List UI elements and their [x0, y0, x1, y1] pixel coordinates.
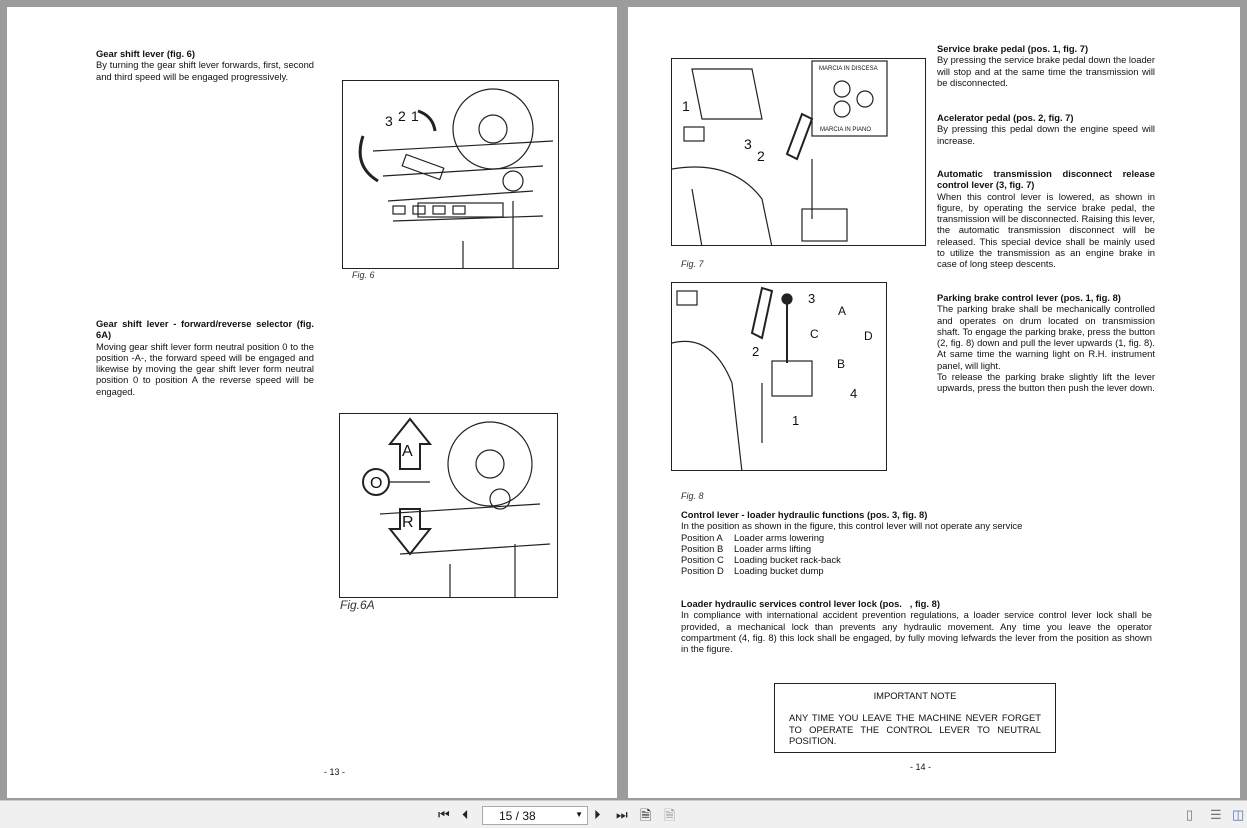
section-body: The parking brake shall be mechanically controlled and operates on drum located on transmission shaft. To engage the parking brake, press the button (2, fig. 8) down and pull the lever upwards (1, fig. 8). At same time the warning light on R.H. instrument panel, will light. [937, 303, 1155, 371]
section-body: By pressing the service brake pedal down the loader will stop and at the same time the transmission will be disconnected. [937, 54, 1155, 88]
page-indicator: 15 / 38 [499, 809, 536, 823]
section-body: Moving gear shift lever form neutral position 0 to the position -A-, the forward speed will be engaged and likewise by moving the gear shift lever form neutral position 0 to position A the reverse speed will be engaged. [96, 340, 314, 397]
position-desc: Loading bucket dump [734, 565, 824, 577]
figure-caption: Fig.6A [340, 598, 375, 612]
figure-caption: Fig. 6 [352, 270, 375, 280]
two-page-view-icon[interactable]: ◫ [1232, 807, 1245, 822]
fig8-label: A [838, 304, 847, 318]
section-body: In compliance with international accident prevention regulations, a loader service control lever lock shall be provided, a mechanical lock than prevents any hydraulic movement. Any time you leave the operator compartment (4, fig. 8) this lock shall be engaged, by fully moving lefwards the lever from the position as shown in the figure. [681, 609, 1152, 655]
page-number-input[interactable] [482, 806, 588, 825]
fig6a-label: R [402, 514, 414, 531]
continuous-view-icon[interactable]: ☰ [1210, 807, 1222, 822]
section-title: Control lever - loader hydraulic functions (pos. 3, fig. 8) [681, 509, 928, 520]
position-row [681, 532, 1151, 543]
chevron-down-icon[interactable]: ▼ [575, 810, 583, 819]
page-number: - 13 - [324, 767, 346, 777]
section-title: Automatic transmission disconnect release control lever (3, fig. 7) [937, 168, 1155, 191]
viewer-toolbar [0, 800, 1247, 828]
fig7-label: MARCIA IN PIANO [820, 127, 872, 133]
fig8-label: 3 [808, 291, 816, 306]
position-desc: Loader arms lifting [734, 542, 812, 554]
next-page-icon[interactable]: ⏵ [594, 807, 601, 822]
auto-transmission-section [937, 168, 1155, 270]
lever-lock-section [681, 598, 1152, 654]
previous-page-icon[interactable]: ⏴ [462, 807, 469, 822]
figure-6a [339, 413, 558, 598]
accelerator-section [937, 112, 1155, 146]
go-forward-icon[interactable]: 🗎 [664, 807, 676, 823]
control-lever-section [681, 509, 1151, 577]
section-title: Parking brake control lever (pos. 1, fig. 8) [937, 292, 1121, 303]
fig7-label: MARCIA IN DISCESA [819, 66, 878, 72]
position-label: Position A [681, 531, 723, 543]
parking-brake-section [937, 292, 1155, 394]
fig8-label: 1 [792, 413, 800, 428]
note-body: ANY TIME YOU LEAVE THE MACHINE NEVER FORGET TO OPERATE THE CONTROL LEVER TO NEUTRAL POSITION. [789, 712, 1041, 746]
fig6-label: 3 [385, 113, 393, 129]
fig6-label: 1 [411, 108, 419, 124]
figure-6 [342, 80, 559, 269]
section-body: By pressing this pedal down the engine speed will increase. [937, 123, 1155, 146]
position-desc: Loader arms lowering [734, 531, 825, 543]
fig6-label: 2 [398, 108, 406, 124]
fig6a-label: O [370, 475, 383, 492]
position-label: Position D [681, 565, 724, 577]
section-title: Gear shift lever (fig. 6) [96, 48, 195, 59]
figure-8 [671, 282, 887, 471]
important-note [774, 683, 1056, 753]
position-row [681, 543, 1151, 554]
section-body: To release the parking brake slightly lift the lever upwards, press the button then push the lever down. [937, 371, 1155, 394]
section-title: Loader hydraulic services control lever lock (pos. , fig. 8) [681, 598, 940, 609]
page-number: - 14 - [910, 762, 932, 772]
first-page-icon[interactable]: ⏮ [438, 807, 450, 822]
position-row [681, 565, 1151, 576]
section-title: Service brake pedal (pos. 1, fig. 7) [937, 43, 1089, 54]
position-desc: Loading bucket rack-back [734, 554, 841, 566]
fig8-label: 2 [752, 344, 760, 359]
figure-caption: Fig. 7 [681, 259, 704, 269]
selector-section [96, 318, 314, 397]
figure-caption: Fig. 8 [681, 491, 704, 501]
position-label: Position B [681, 542, 724, 554]
fig8-label: B [837, 357, 846, 371]
section-title: Gear shift lever - forward/reverse selector (fig. 6A) [96, 318, 314, 341]
last-page-icon[interactable]: ⏭ [616, 807, 628, 822]
fig7-label: 3 [744, 136, 752, 152]
gear-shift-section [96, 48, 314, 82]
fig7-label: 2 [757, 148, 765, 164]
section-body: When this control lever is lowered, as shown in figure, by operating the service brake pedal, the transmission will be disconnected. Raising this lever, the automatic transmission disconnect will be released. This special device shall be mainly used to utilize the transmission as an engine brake in case of long steep descents. [937, 190, 1155, 270]
service-brake-section [937, 43, 1155, 88]
fig7-label: 1 [682, 98, 690, 114]
figure-7 [671, 58, 926, 246]
note-title: IMPORTANT NOTE [873, 690, 957, 701]
position-row [681, 554, 1151, 565]
fig8-label: D [864, 329, 873, 343]
section-body: In the position as shown in the figure, this control lever will not operate any service [681, 520, 1023, 532]
go-back-icon[interactable]: 🗎 [640, 807, 652, 823]
position-label: Position C [681, 554, 724, 566]
single-page-view-icon[interactable]: ▯ [1186, 807, 1194, 822]
fig8-label: 4 [850, 386, 858, 401]
fig8-label: C [810, 327, 819, 341]
section-title: Acelerator pedal (pos. 2, fig. 7) [937, 112, 1074, 123]
section-body: By turning the gear shift lever forwards, first, second and third speed will be engaged progressively. [96, 59, 314, 82]
fig6a-label: A [402, 443, 413, 460]
